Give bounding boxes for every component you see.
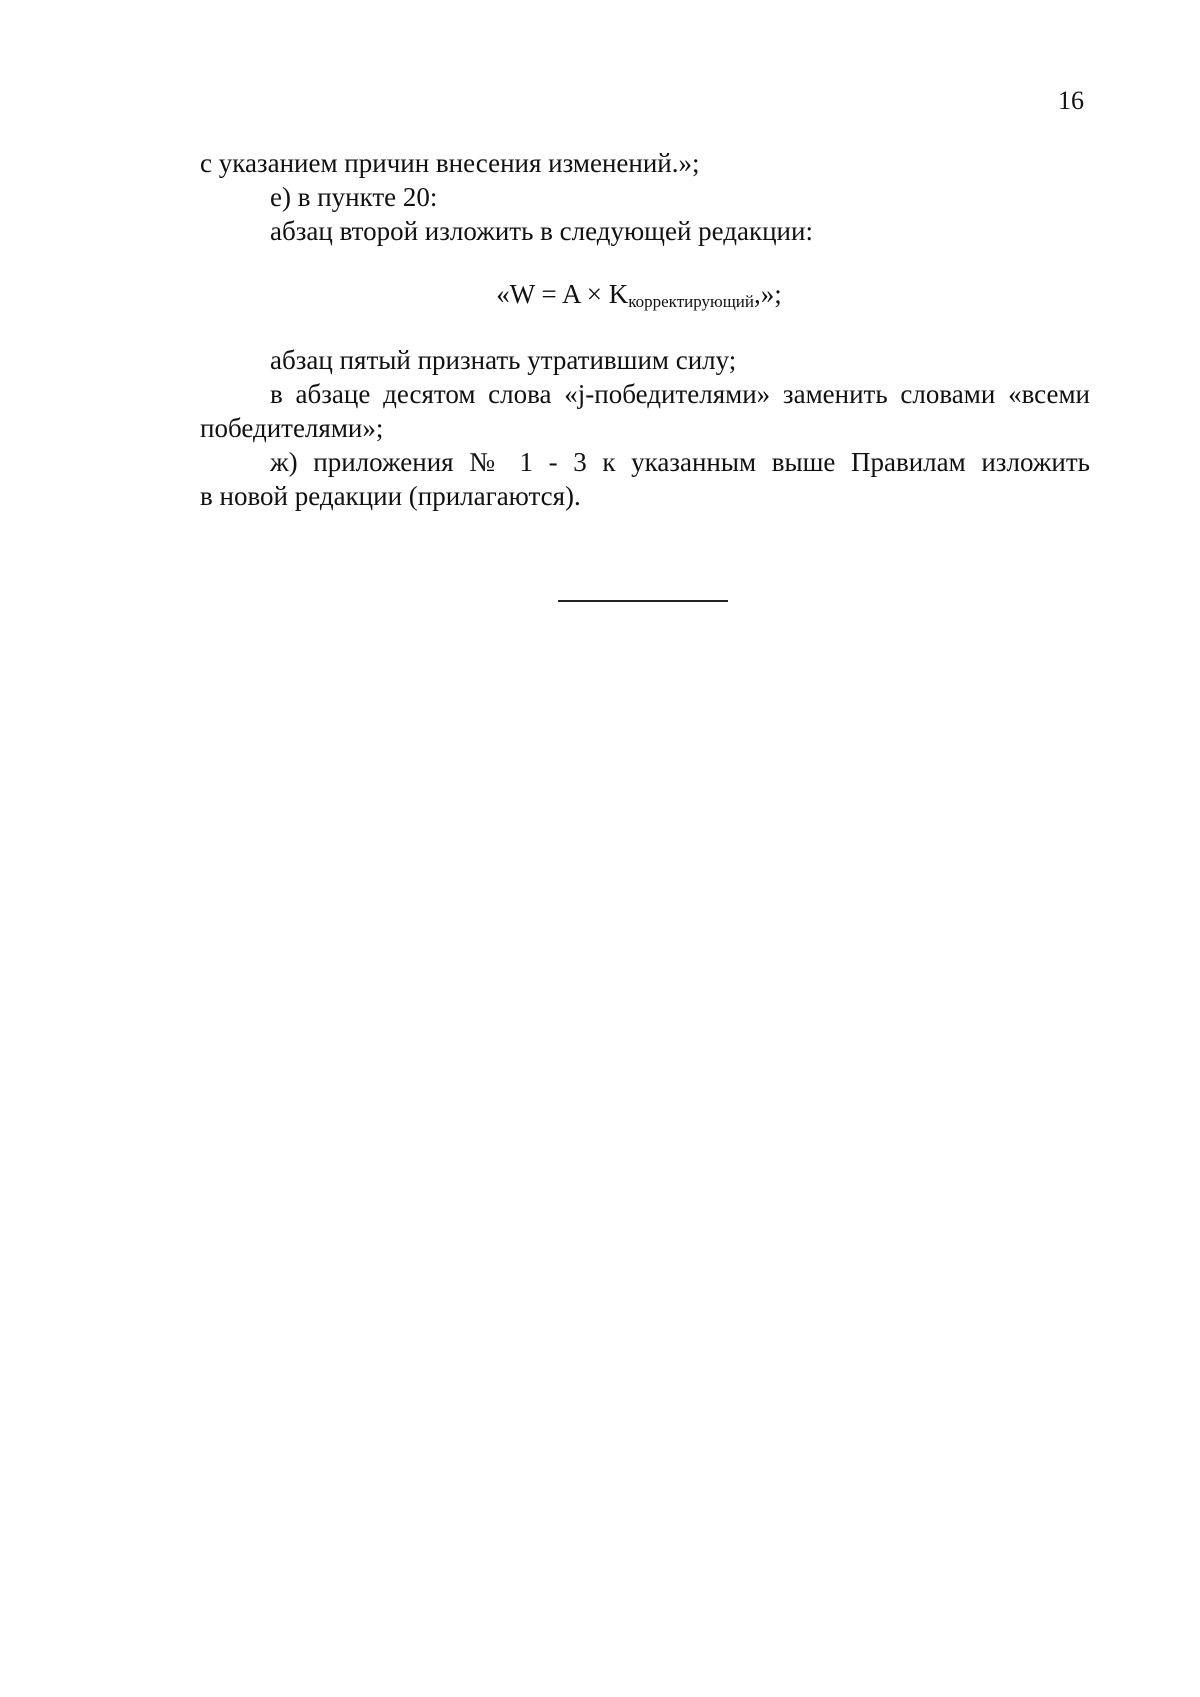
text-block-top <box>200 146 1090 248</box>
formula-main: «W = A × K <box>496 279 629 309</box>
formula-subscript: корректирующий <box>628 292 754 311</box>
paragraph-line: е) в пункте 20: <box>270 182 438 212</box>
text-block-bottom <box>200 343 1090 513</box>
paragraph-line: абзац второй изложить в следующей редакции: <box>270 216 813 246</box>
paragraph-line: абзац пятый признать утратившим силу; <box>270 345 737 375</box>
formula-suffix: ,»; <box>753 279 782 309</box>
formula <box>0 277 1200 319</box>
paragraph-line: с указанием причин внесения изменений.»; <box>200 148 700 178</box>
paragraph-line: победителями»; <box>200 413 384 443</box>
paragraph-line: ж) приложения № 1 - 3 к указанным выше Правилам изложить <box>270 447 1090 477</box>
page-number: 16 <box>1058 86 1084 115</box>
paragraph-line: в новой редакции (прилагаются). <box>200 481 581 511</box>
paragraph-line: в абзаце десятом слова «j-победителями» заменить словами «всеми <box>270 379 1090 409</box>
end-of-document-rule <box>558 600 728 602</box>
